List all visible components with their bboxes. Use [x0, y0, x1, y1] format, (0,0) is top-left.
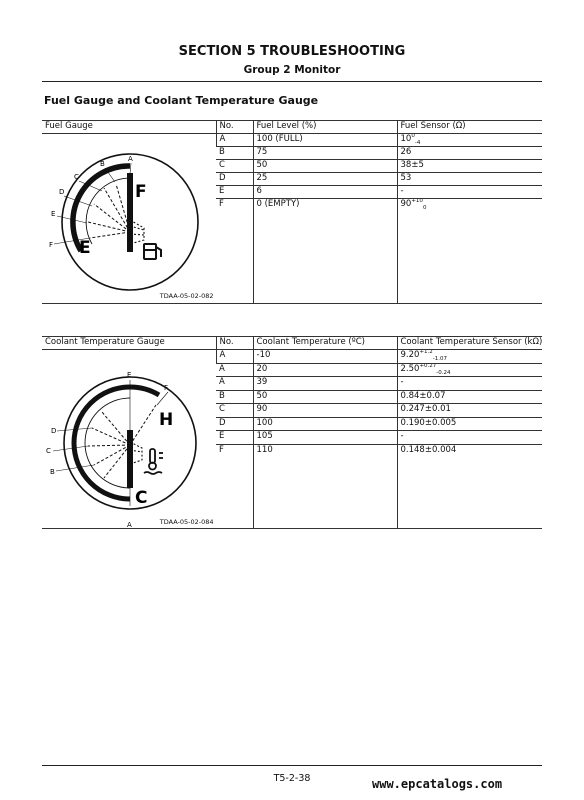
fuel-row-sensor: - — [397, 186, 542, 199]
fuel-gauge-table — [42, 120, 542, 304]
coolant-row-sensor: 0.190±0.005 — [397, 417, 542, 431]
coolant-row-no: D — [216, 417, 253, 431]
fuel-row-sensor: 26 — [397, 147, 542, 160]
page-number: T5-2-38 — [273, 773, 311, 784]
coolant-callout-d: D — [51, 427, 57, 435]
fuel-col-sensor: Fuel Sensor (Ω) — [397, 121, 542, 134]
fuel-figure-title: Fuel Gauge — [42, 121, 216, 134]
fuel-gauge-diagram — [42, 134, 214, 299]
coolant-gauge-figure-cell — [42, 350, 216, 529]
coolant-row-no: F — [219, 444, 224, 455]
coolant-gauge-table — [42, 336, 542, 529]
coolant-row-sensor: $9.20^{+1.2}_{-1.07}$ — [397, 350, 542, 364]
header-divider — [42, 81, 542, 82]
coolant-col-no: No. — [216, 337, 253, 350]
fuel-callout-c: C — [74, 173, 79, 181]
fuel-row-level: 6 — [253, 186, 397, 199]
coolant-empty-cell — [253, 457, 397, 528]
coolant-row-sensor: - — [397, 431, 542, 445]
coolant-callout-c: C — [46, 447, 51, 455]
section-title: SECTION 5 TROUBLESHOOTING — [178, 44, 406, 59]
coolant-row-sensor: 0.84±0.07 — [397, 390, 542, 404]
coolant-gauge-dial — [64, 377, 196, 509]
page-heading: Fuel Gauge and Coolant Temperature Gauge — [44, 94, 319, 107]
fuel-row-no: C — [216, 160, 253, 173]
fuel-row-level: 25 — [253, 173, 397, 186]
coolant-callout-f: F — [164, 384, 169, 392]
footer-divider — [42, 765, 542, 766]
fuel-empty-cell — [397, 211, 542, 304]
fuel-row-no: F — [219, 199, 224, 209]
fuel-row-level: 75 — [253, 147, 397, 160]
watermark-url: www.epcatalogs.com — [372, 777, 503, 791]
fuel-col-no: No. — [216, 121, 253, 134]
fuel-callout-d: D — [59, 188, 65, 196]
coolant-gauge-diagram — [42, 350, 214, 528]
coolant-row-no: A — [216, 350, 253, 364]
fuel-figure-id: TDAA-05-02-082 — [159, 292, 214, 300]
coolant-col-sensor: Coolant Temperature Sensor (kΩ) — [397, 337, 542, 350]
coolant-callout-b: B — [50, 468, 55, 476]
coolant-cold-mark: C — [135, 488, 148, 508]
coolant-row-no: A — [216, 377, 253, 391]
coolant-empty-cell — [397, 457, 542, 528]
coolant-row-temp: -10 — [253, 350, 397, 364]
fuel-row-sensor: 38±5 — [397, 160, 542, 173]
fuel-row-no: B — [216, 147, 253, 160]
coolant-callout-a: A — [127, 521, 132, 528]
coolant-row-sensor: 0.148±0.004 — [397, 444, 542, 457]
coolant-row-no: E — [216, 431, 253, 445]
group-title: Group 2 Monitor — [243, 64, 341, 76]
fuel-row-level: 0 (EMPTY) — [253, 199, 397, 212]
coolant-figure-title: Coolant Temperature Gauge — [42, 337, 216, 350]
fuel-full-mark: F — [135, 182, 147, 202]
coolant-row-no: B — [216, 390, 253, 404]
coolant-row-no: C — [216, 404, 253, 418]
fuel-callout-e: E — [51, 210, 56, 218]
fuel-row-no: D — [216, 173, 253, 186]
fuel-leader-lines — [54, 163, 131, 244]
fuel-callout-f: F — [49, 241, 54, 249]
fuel-gauge-figure-cell — [42, 134, 216, 304]
fuel-empty-cell — [253, 211, 397, 304]
coolant-row-temp: 39 — [253, 377, 397, 391]
fuel-row-sensor: $10^0_{-4}$ — [397, 134, 542, 147]
coolant-row-temp: 20 — [253, 363, 397, 377]
coolant-figure-id: TDAA-05-02-084 — [159, 518, 214, 526]
fuel-row-no: A — [216, 134, 253, 147]
fuel-row-level: 50 — [253, 160, 397, 173]
fuel-row-sensor: $90^{+10}_0$ — [397, 199, 542, 212]
fuel-callout-b: B — [100, 160, 105, 168]
coolant-callout-e: E — [127, 371, 132, 379]
fuel-col-level: Fuel Level (%) — [253, 121, 397, 134]
fuel-empty-mark: E — [79, 238, 91, 258]
coolant-row-temp: 100 — [253, 417, 397, 431]
fuel-row-no: E — [216, 186, 253, 199]
coolant-row-temp: 90 — [253, 404, 397, 418]
coolant-hot-mark: H — [159, 410, 174, 430]
fuel-empty-cell — [216, 211, 253, 304]
coolant-col-temp: Coolant Temperature (ºC) — [253, 337, 397, 350]
coolant-row-sensor: $2.50^{+0.27}_{-0.24}$ — [397, 363, 542, 377]
fuel-row-level: 100 (FULL) — [253, 134, 397, 147]
coolant-empty-cell — [216, 457, 253, 528]
coolant-row-temp: 105 — [253, 431, 397, 445]
coolant-row-temp: 50 — [253, 390, 397, 404]
coolant-row-no: A — [216, 363, 253, 377]
coolant-row-sensor: - — [397, 377, 542, 391]
coolant-row-temp: 110 — [253, 444, 397, 457]
fuel-callout-a: A — [128, 155, 133, 163]
fuel-row-sensor: 53 — [397, 173, 542, 186]
coolant-row-sensor: 0.247±0.01 — [397, 404, 542, 418]
